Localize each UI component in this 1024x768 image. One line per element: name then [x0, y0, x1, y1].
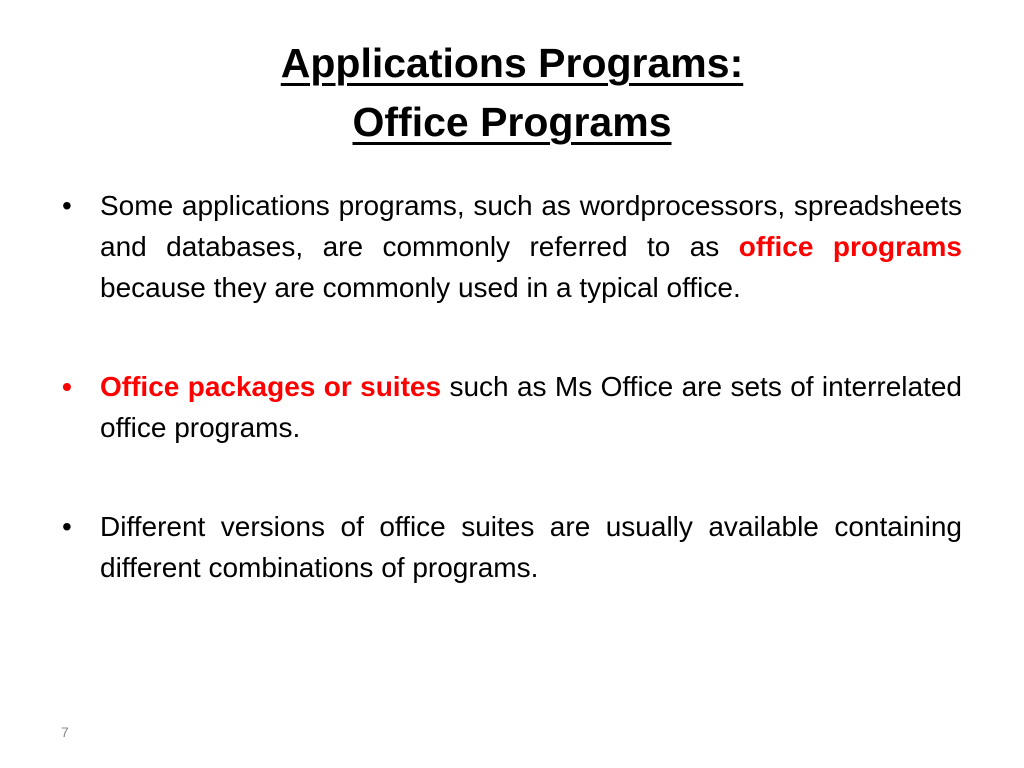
bullet-item [62, 366, 962, 448]
bullet-item [62, 185, 962, 308]
bullet-marker: • [62, 371, 72, 402]
title-line-1: Applications Programs: [280, 40, 744, 86]
bullet-text: Some applications programs, such as wordprocessors, spreadsheets and databases, are commonly referred to as [100, 190, 962, 262]
bullet-list [62, 185, 962, 646]
bullet-highlight: Office packages or suites [100, 371, 442, 402]
bullet-marker: • [62, 190, 72, 221]
bullet-item [62, 506, 962, 588]
bullet-marker: • [62, 511, 72, 542]
title-line-2: Office Programs [352, 99, 672, 145]
bullet-text-continued: because they are commonly used in a typical office. [100, 272, 741, 303]
bullet-text-continued: such as Ms Office are sets of interrelated office programs. [100, 371, 963, 443]
slide-title [0, 34, 1024, 152]
bullet-text: Different versions of office suites are usually available containing different combinations of programs. [100, 511, 962, 583]
page-number: 7 [61, 724, 69, 740]
bullet-highlight: office programs [738, 231, 962, 262]
